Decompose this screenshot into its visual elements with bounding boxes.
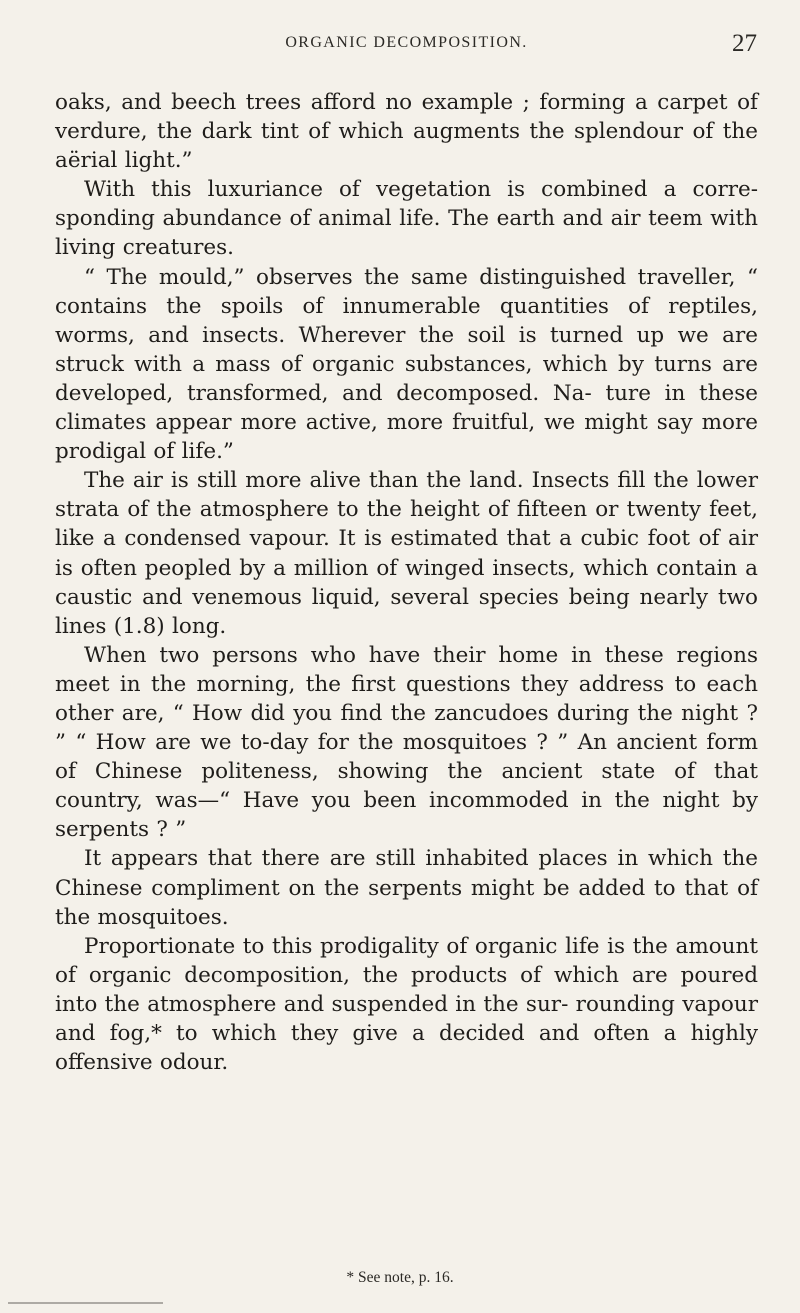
page-number: 27 [732,30,757,57]
paragraph: Proportionate to this prodigality of organic life is the amount of organic decomposition, the products of which are poured into the atmosphere and suspended in the sur- rounding vapour and fog,* to which they give a decided and often a highly offensive odour. [55,933,758,1076]
paragraph: When two persons who have their home in these regions meet in the morning, the first questions they address to each other are, “ How did you find the zancudoes during the night ? ” “ How are we to-day for the mosquitoes ? ” An ancient form of Chinese politeness, showing the ancient state of that country, was—“ Have you been incommoded in the night by serpents ? ” [55,642,758,843]
body-text [55,88,758,1077]
paragraph: “ The mould,” observes the same distinguished traveller, “ contains the spoils of innumerable quantities of reptiles, worms, and insects. Wherever the soil is turned up we are struck with a mass of organic substances, which by turns are developed, transformed, and decomposed. Na- ture in these climates appear more active, more fruitful, we might say more prodigal of life.” [55,264,758,465]
paragraph: oaks, and beech trees afford no example ; forming a carpet of verdure, the dark tint of which augments the splendour of the aërial light.” [55,90,758,174]
paragraph: It appears that there are still inhabited places in which the Chinese compliment on the serpents might be added to that of the mosquitoes. [55,846,758,930]
paragraph: With this luxuriance of vegetation is combined a corre- sponding abundance of animal life. The earth and air teem with living creatures. [55,177,758,261]
running-head [56,30,757,60]
footnote: * See note, p. 16. [346,1269,454,1286]
paragraph: The air is still more alive than the land. Insects fill the lower strata of the atmosphere to the height of fifteen or twenty feet, like a condensed vapour. It is estimated that a cubic foot of air is often peopled by a million of winged insects, which contain a caustic and venemous liquid, several species being nearly two lines (1.8) long. [55,468,758,639]
page-edge-rule [8,1302,163,1304]
running-title: ORGANIC DECOMPOSITION. [285,34,528,51]
